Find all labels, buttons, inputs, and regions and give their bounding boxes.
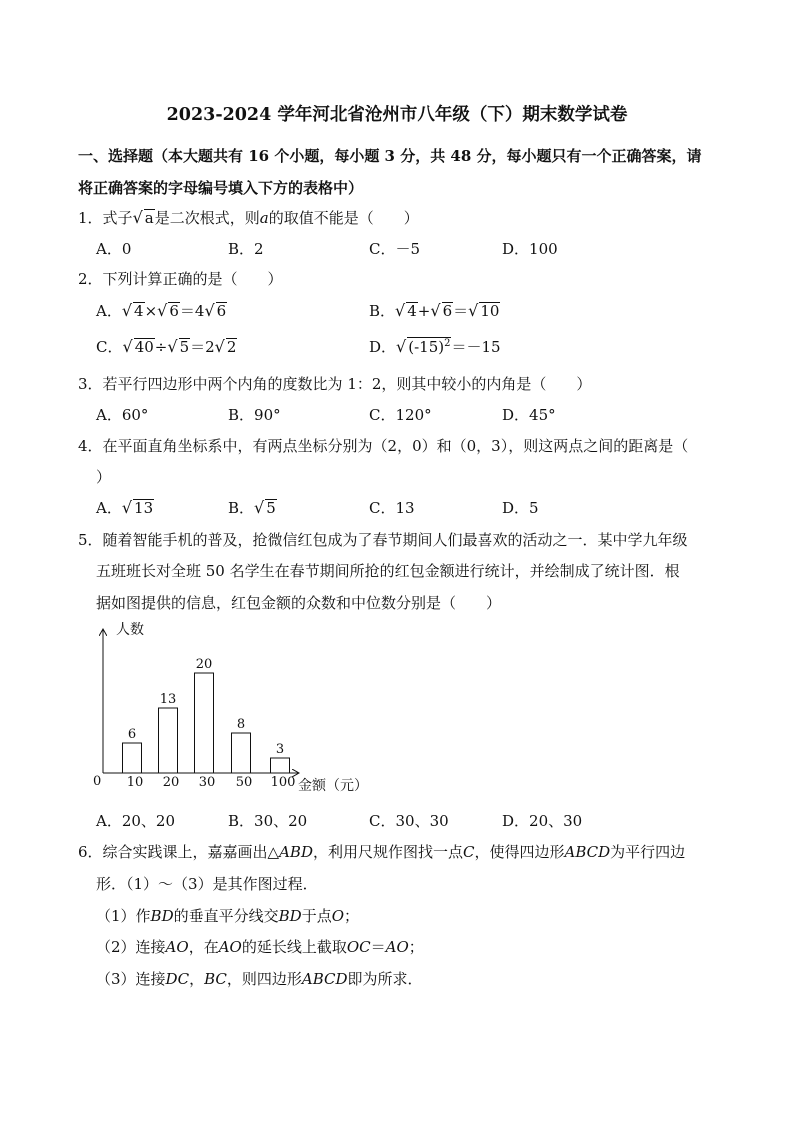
variable: ABCD bbox=[301, 970, 348, 988]
question-5-stem-line3: 据如图提供的信息，红包金额的众数和中位数分别是（ ） bbox=[96, 594, 502, 612]
origin-label: 0 bbox=[93, 774, 102, 789]
question-number: 2． bbox=[78, 270, 103, 288]
q6-step-1 bbox=[96, 905, 359, 926]
question-4-stem-line2: ） bbox=[96, 468, 112, 486]
radical-sign: √ bbox=[157, 301, 168, 320]
bar-10 bbox=[123, 743, 142, 773]
question-6-stem-line2: 形．（1）～（3）是其作图过程． bbox=[96, 875, 318, 893]
radicand: 6 bbox=[169, 302, 179, 320]
step-text: （2）连接 bbox=[96, 938, 166, 956]
stem-text: 若平行四边形中两个内角的度数比为 1：2，则其中较小的内角是（ ） bbox=[102, 375, 592, 393]
q1-option-a: A．0 bbox=[96, 240, 132, 258]
stem-text: ，利用尺规作图找一点 bbox=[312, 843, 463, 861]
option-label: D． bbox=[369, 338, 397, 356]
radical-sign: √ bbox=[121, 498, 133, 517]
bar-value-label: 13 bbox=[159, 692, 177, 707]
q3-option-b: B．90° bbox=[228, 406, 281, 424]
stem-text: 的取值不能是（ ） bbox=[268, 209, 419, 227]
radical-sign: √ bbox=[468, 301, 479, 320]
variable: AO bbox=[385, 938, 409, 956]
question-5-stem-line2: 五班班长对全班 50 名学生在春节期间所抢的红包金额进行统计，并绘制成了统计图．根 bbox=[96, 562, 680, 580]
step-text: ，则四边形 bbox=[226, 970, 302, 988]
variable: ABD bbox=[279, 843, 313, 861]
option-label: B． bbox=[228, 499, 255, 517]
equals-text: ＝－15 bbox=[451, 338, 501, 356]
radical-sign: √ bbox=[204, 301, 215, 320]
option-label: A． bbox=[96, 499, 122, 517]
step-text: 的垂直平分线交 bbox=[173, 907, 279, 925]
section-heading-line2: 将正确答案的字母编号填入下方的表格中） bbox=[78, 179, 364, 197]
question-number: 1． bbox=[78, 209, 103, 227]
x-tick-label: 30 bbox=[198, 775, 216, 790]
q4-option-d: D．5 bbox=[502, 499, 539, 517]
bar-30 bbox=[195, 673, 214, 773]
q6-step-3 bbox=[96, 968, 423, 989]
step-text: ， bbox=[189, 970, 205, 988]
step-text: ； bbox=[344, 907, 360, 925]
q5-option-c: C．30、30 bbox=[369, 812, 449, 830]
stem-text: 式子 bbox=[102, 209, 133, 227]
question-6-stem-line1 bbox=[78, 841, 685, 862]
variable: C bbox=[463, 843, 475, 861]
radicand: 6 bbox=[442, 302, 453, 320]
bar-value-label: 6 bbox=[127, 727, 137, 742]
option-label: C． bbox=[96, 338, 123, 356]
question-number: 3． bbox=[78, 375, 103, 393]
option-label: B． bbox=[369, 302, 396, 320]
operator: × bbox=[144, 302, 158, 320]
bar-20 bbox=[159, 708, 178, 773]
variable: OC bbox=[346, 938, 371, 956]
radical-sign: √ bbox=[395, 301, 406, 320]
q3-option-d: D．45° bbox=[502, 406, 556, 424]
radical-sign: √ bbox=[396, 337, 407, 356]
q6-step-2 bbox=[96, 936, 424, 957]
step-text: 的延长线上截取 bbox=[241, 938, 347, 956]
operator: + bbox=[417, 302, 431, 320]
step-text: 即为所求． bbox=[347, 970, 423, 988]
stem-text: 为平行四边 bbox=[610, 843, 686, 861]
x-tick-label: 100 bbox=[270, 775, 296, 790]
radical-sign: √ bbox=[122, 337, 133, 356]
bar-value-label: 20 bbox=[195, 657, 213, 672]
question-number: 4． bbox=[78, 437, 103, 455]
q5-option-d: D．20、30 bbox=[502, 812, 583, 830]
q4-option-c: C．13 bbox=[369, 499, 415, 517]
exponent: 2 bbox=[444, 338, 451, 349]
variable: ABCD bbox=[564, 843, 611, 861]
equals-text: ＝4 bbox=[179, 302, 205, 320]
q5-option-a: A．20、20 bbox=[96, 812, 176, 830]
variable: O bbox=[331, 907, 345, 925]
stem-text: 下列计算正确的是（ ） bbox=[102, 270, 283, 288]
question-number: 6． bbox=[78, 843, 103, 861]
q3-option-a: A．60° bbox=[96, 406, 149, 424]
radical-sign: √ bbox=[121, 301, 133, 320]
radicand: 4 bbox=[134, 302, 144, 320]
radical-sign: √ bbox=[254, 498, 265, 517]
variable: BD bbox=[278, 907, 302, 925]
operator: ÷ bbox=[154, 338, 168, 356]
section-heading-line1: 一、选择题（本大题共有 16 个小题，每小题 3 分，共 48 分，每小题只有一个正确答案，请 bbox=[78, 147, 702, 165]
radical-sign: √ bbox=[430, 301, 441, 320]
q1-option-d: D．100 bbox=[502, 240, 558, 258]
variable: AO bbox=[165, 938, 189, 956]
bar-value-label: 3 bbox=[275, 742, 285, 757]
radicand: 13 bbox=[134, 499, 154, 517]
q1-option-b: B．2 bbox=[228, 240, 264, 258]
option-label: A． bbox=[96, 302, 122, 320]
variable: BC bbox=[204, 970, 227, 988]
stem-text: ，使得四边形 bbox=[474, 843, 565, 861]
page-title: 2023-2024 学年河北省沧州市八年级（下）期末数学试卷 bbox=[166, 105, 628, 125]
radicand: 6 bbox=[216, 302, 227, 320]
q1-option-c: C．－5 bbox=[369, 240, 421, 258]
step-text: ，在 bbox=[188, 938, 219, 956]
bar-value-label: 8 bbox=[236, 717, 246, 732]
step-text: ； bbox=[408, 938, 424, 956]
radical-sign: √ bbox=[132, 208, 143, 227]
x-axis-label: 金额（元） bbox=[298, 778, 368, 794]
q5-option-b: B．30、20 bbox=[228, 812, 308, 830]
variable: AO bbox=[218, 938, 242, 956]
variable: BD bbox=[150, 907, 174, 925]
radicand: a bbox=[144, 209, 154, 227]
bar-50 bbox=[232, 733, 251, 773]
step-text: （3）连接 bbox=[96, 970, 166, 988]
radical-sign: √ bbox=[214, 337, 225, 356]
x-tick-label: 10 bbox=[126, 775, 144, 790]
radicand: 10 bbox=[480, 302, 500, 320]
equals-text: ＝2 bbox=[190, 338, 215, 356]
variable: a bbox=[259, 209, 269, 227]
radicand: 5 bbox=[266, 499, 276, 517]
x-tick-label: 20 bbox=[162, 775, 180, 790]
radical-sign: √ bbox=[167, 337, 178, 356]
radicand: 4 bbox=[407, 302, 417, 320]
q3-option-c: C．120° bbox=[369, 406, 432, 424]
radicand: 2 bbox=[226, 338, 237, 356]
bar-100 bbox=[271, 758, 290, 773]
stem-text: 综合实践课上，嘉嘉画出△ bbox=[102, 843, 280, 861]
x-tick-label: 50 bbox=[235, 775, 253, 790]
equals-text: ＝ bbox=[453, 302, 469, 320]
stem-text: 随着智能手机的普及，抢微信红包成为了春节期间人们最喜欢的活动之一．某中学九年级 bbox=[102, 531, 688, 549]
step-text: （1）作 bbox=[96, 907, 151, 925]
radicand: 40 bbox=[134, 338, 154, 356]
step-text: 于点 bbox=[301, 907, 332, 925]
stem-text: 在平面直角坐标系中，有两点坐标分别为（2，0）和（0，3），则这两点之间的距离是（ bbox=[102, 437, 689, 455]
y-axis-label: 人数 bbox=[116, 622, 144, 638]
stem-text: 是二次根式，则 bbox=[154, 209, 260, 227]
question-number: 5． bbox=[78, 531, 103, 549]
radicand-base: (-15) bbox=[408, 338, 445, 356]
variable: DC bbox=[165, 970, 190, 988]
step-text: ＝ bbox=[370, 938, 386, 956]
radicand: 5 bbox=[179, 338, 190, 356]
